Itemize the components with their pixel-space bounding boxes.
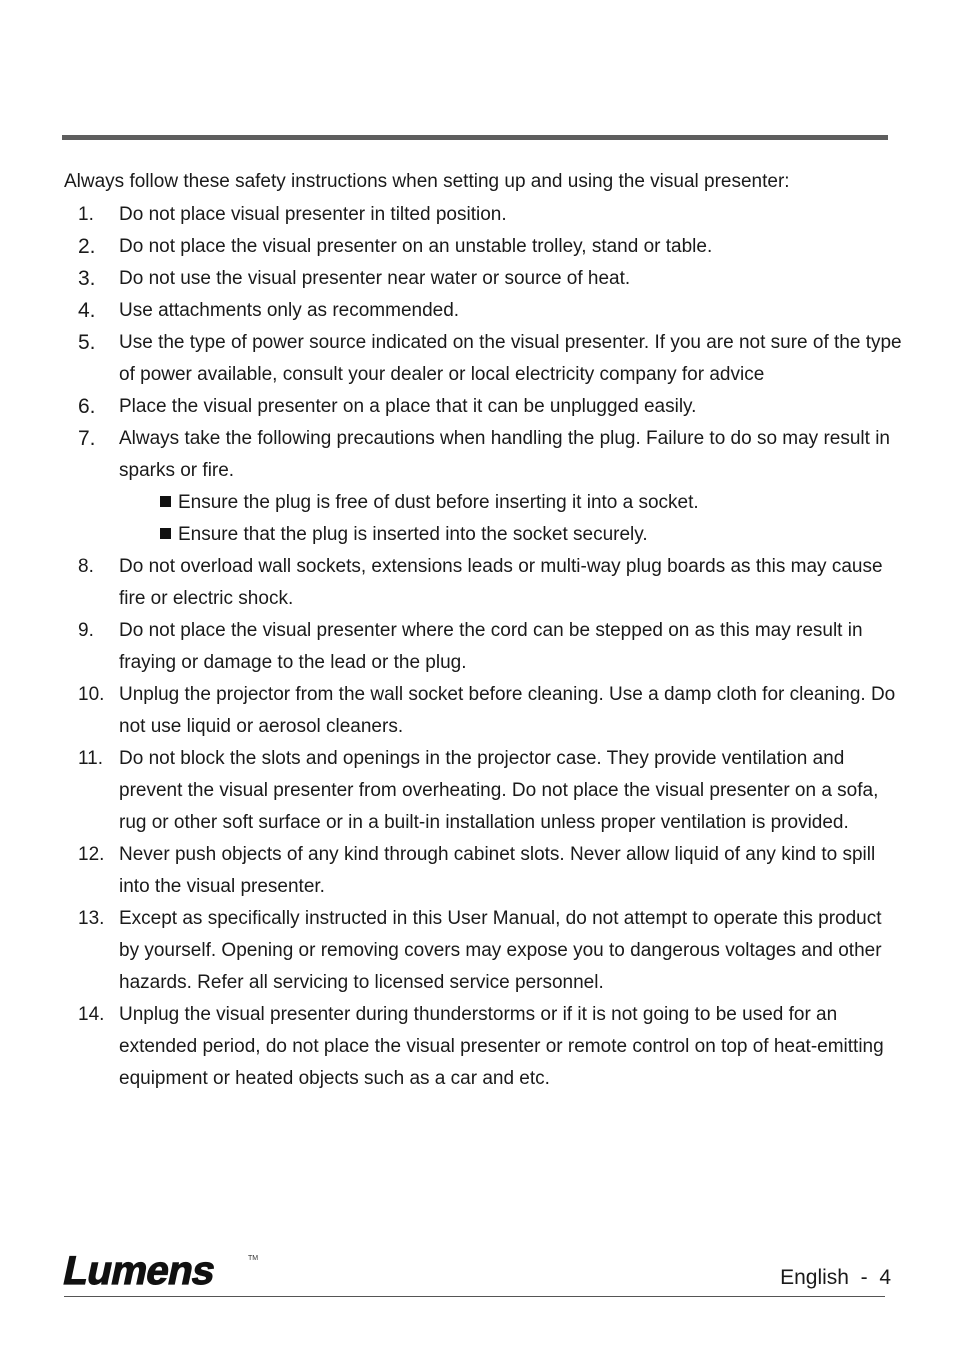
item-number: 3. bbox=[78, 267, 96, 290]
list-item bbox=[64, 263, 904, 295]
header-rule bbox=[62, 135, 888, 140]
item-number: 14. bbox=[78, 1004, 105, 1025]
list-item bbox=[64, 999, 904, 1095]
item-text: Do not block the slots and openings in the projector case. They provide ventilation and prevent the visual presenter from overheating. Do not place the visual presenter on a sofa, rug or other soft surface or in a built-in installation unless proper ventilation is provided. bbox=[119, 748, 879, 833]
list-item bbox=[64, 903, 904, 999]
item-text: Except as specifically instructed in this User Manual, do not attempt to operate this product by yourself. Opening or removing covers may expose you to dangerous voltages and other hazards. Refer all servicing to licensed service personnel. bbox=[119, 908, 882, 993]
item-text: Place the visual presenter on a place that it can be unplugged easily. bbox=[119, 396, 697, 417]
lumens-logo-graphic bbox=[63, 1248, 263, 1292]
footer-rule bbox=[64, 1296, 885, 1297]
lumens-logo bbox=[63, 1248, 263, 1297]
item-number: 7. bbox=[78, 427, 96, 450]
item-number: 2. bbox=[78, 235, 96, 258]
item-text: Never push objects of any kind through cabinet slots. Never allow liquid of any kind to spill into the visual presenter. bbox=[119, 844, 876, 897]
item-number: 11. bbox=[78, 748, 104, 769]
sub-item-text: Ensure that the plug is inserted into the socket securely. bbox=[178, 524, 648, 545]
list-item bbox=[64, 199, 904, 231]
item-text: Do not place the visual presenter where the cord can be stepped on as this may result in fraying or damage to the lead or the plug. bbox=[119, 620, 863, 673]
square-bullet-icon bbox=[160, 496, 171, 507]
item-number: 4. bbox=[78, 299, 96, 322]
item-text: Do not place the visual presenter on an unstable trolley, stand or table. bbox=[119, 236, 713, 257]
list-item bbox=[64, 391, 904, 423]
item-number: 13. bbox=[78, 908, 105, 929]
item-text: Do not overload wall sockets, extensions leads or multi-way plug boards as this may cause fire or electric shock. bbox=[119, 556, 883, 609]
sub-list-item bbox=[64, 487, 904, 519]
item-text: Always take the following precautions when handling the plug. Failure to do so may result in sparks or fire. bbox=[119, 428, 890, 481]
item-number: 1. bbox=[78, 204, 94, 225]
item-text: Unplug the projector from the wall socket before cleaning. Use a damp cloth for cleaning. Do not use liquid or aerosol cleaners. bbox=[119, 684, 896, 737]
list-item bbox=[64, 615, 904, 679]
sub-list-item bbox=[64, 519, 904, 551]
item-text: Use the type of power source indicated on the visual presenter. If you are not sure of the type of power available, consult your dealer or local electricity company for advice bbox=[119, 332, 902, 385]
item-number: 8. bbox=[78, 556, 94, 577]
list-item bbox=[64, 295, 904, 327]
item-text: Do not place visual presenter in tilted position. bbox=[119, 204, 507, 225]
trademark-mark: TM bbox=[248, 1255, 259, 1262]
list-item bbox=[64, 679, 904, 743]
safety-list bbox=[64, 199, 904, 1095]
item-text: Unplug the visual presenter during thunderstorms or if it is not going to be used for an extended period, do not place the visual presenter or remote control on top of heat-emitting equipment or heated objects such as a car and etc. bbox=[119, 1004, 884, 1089]
logo-wordmark: Lumens bbox=[63, 1248, 220, 1292]
item-text: Use attachments only as recommended. bbox=[119, 300, 460, 321]
item-number: 9. bbox=[78, 620, 94, 641]
intro-text: Always follow these safety instructions when setting up and using the visual presenter: bbox=[64, 171, 790, 192]
item-text: Do not use the visual presenter near water or source of heat. bbox=[119, 268, 631, 289]
list-item bbox=[64, 743, 904, 839]
page-number: English - 4 bbox=[780, 1266, 891, 1289]
list-item bbox=[64, 327, 904, 391]
item-number: 6. bbox=[78, 395, 96, 418]
list-item bbox=[64, 551, 904, 615]
list-item bbox=[64, 423, 904, 487]
sub-item-text: Ensure the plug is free of dust before inserting it into a socket. bbox=[178, 492, 699, 513]
square-bullet-icon bbox=[160, 528, 171, 539]
item-number: 12. bbox=[78, 844, 105, 865]
list-item bbox=[64, 839, 904, 903]
item-number: 5. bbox=[78, 331, 96, 354]
item-number: 10. bbox=[78, 684, 105, 705]
list-item bbox=[64, 231, 904, 263]
